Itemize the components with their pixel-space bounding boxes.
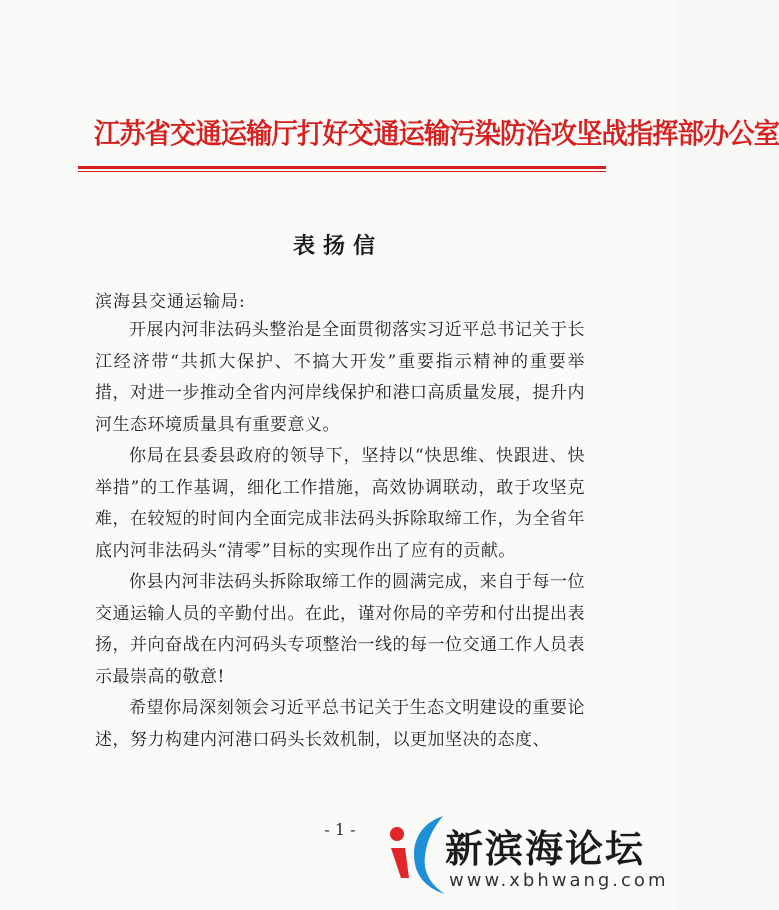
letter-title: 表扬信 [292,233,383,259]
watermark-site-name: 新滨海论坛 [445,827,646,871]
letter-salutation: 滨海县交通运输局: [95,292,246,312]
watermark-site-url: www.xbhwang.com [449,870,669,891]
xinbinhai-logo-icon [385,808,449,896]
letter-body [95,315,585,756]
site-watermark [385,808,676,910]
letter-paragraph: 希望你局深刻领会习近平总书记关于生态文明建设的重要论述，努力构建内河港口码头长效机制，以更加坚决的态度、 [95,698,585,750]
header-red-rule [78,166,606,169]
letter-paragraph: 开展内河非法码头整治是全面贯彻落实习近平总书记关于长江经济带“共抓大保护、不搞大开发”重要指示精神的重要举措，对进一步推动全省内河岸线保护和港口高质量发展，提升内河生态环境质量具有重要意义。 [95,320,585,435]
letter-paragraph: 你局在县委县政府的领导下，坚持以“快思维、快跟进、快举措”的工作基调，细化工作措施，高效协调联动，敢于攻坚克难，在较短的时间内全面完成非法码头拆除取缔工作，为全省年底内河非法码头“清零”目标的实现作出了应有的贡献。 [95,446,585,561]
header-red-rule-thin [78,171,606,172]
header-org-name: 江苏省交通运输厅打好交通运输污染防治攻坚战指挥部办公室 [93,117,779,150]
letter-paragraph: 你县内河非法码头拆除取缔工作的圆满完成，来自于每一位交通运输人员的辛勤付出。在此，谨对你局的辛劳和付出提出表扬，并向奋战在内河码头专项整治一线的每一位交通工作人员表示最崇高的敬意! [95,572,585,687]
page-number: - 1 - [324,820,356,839]
